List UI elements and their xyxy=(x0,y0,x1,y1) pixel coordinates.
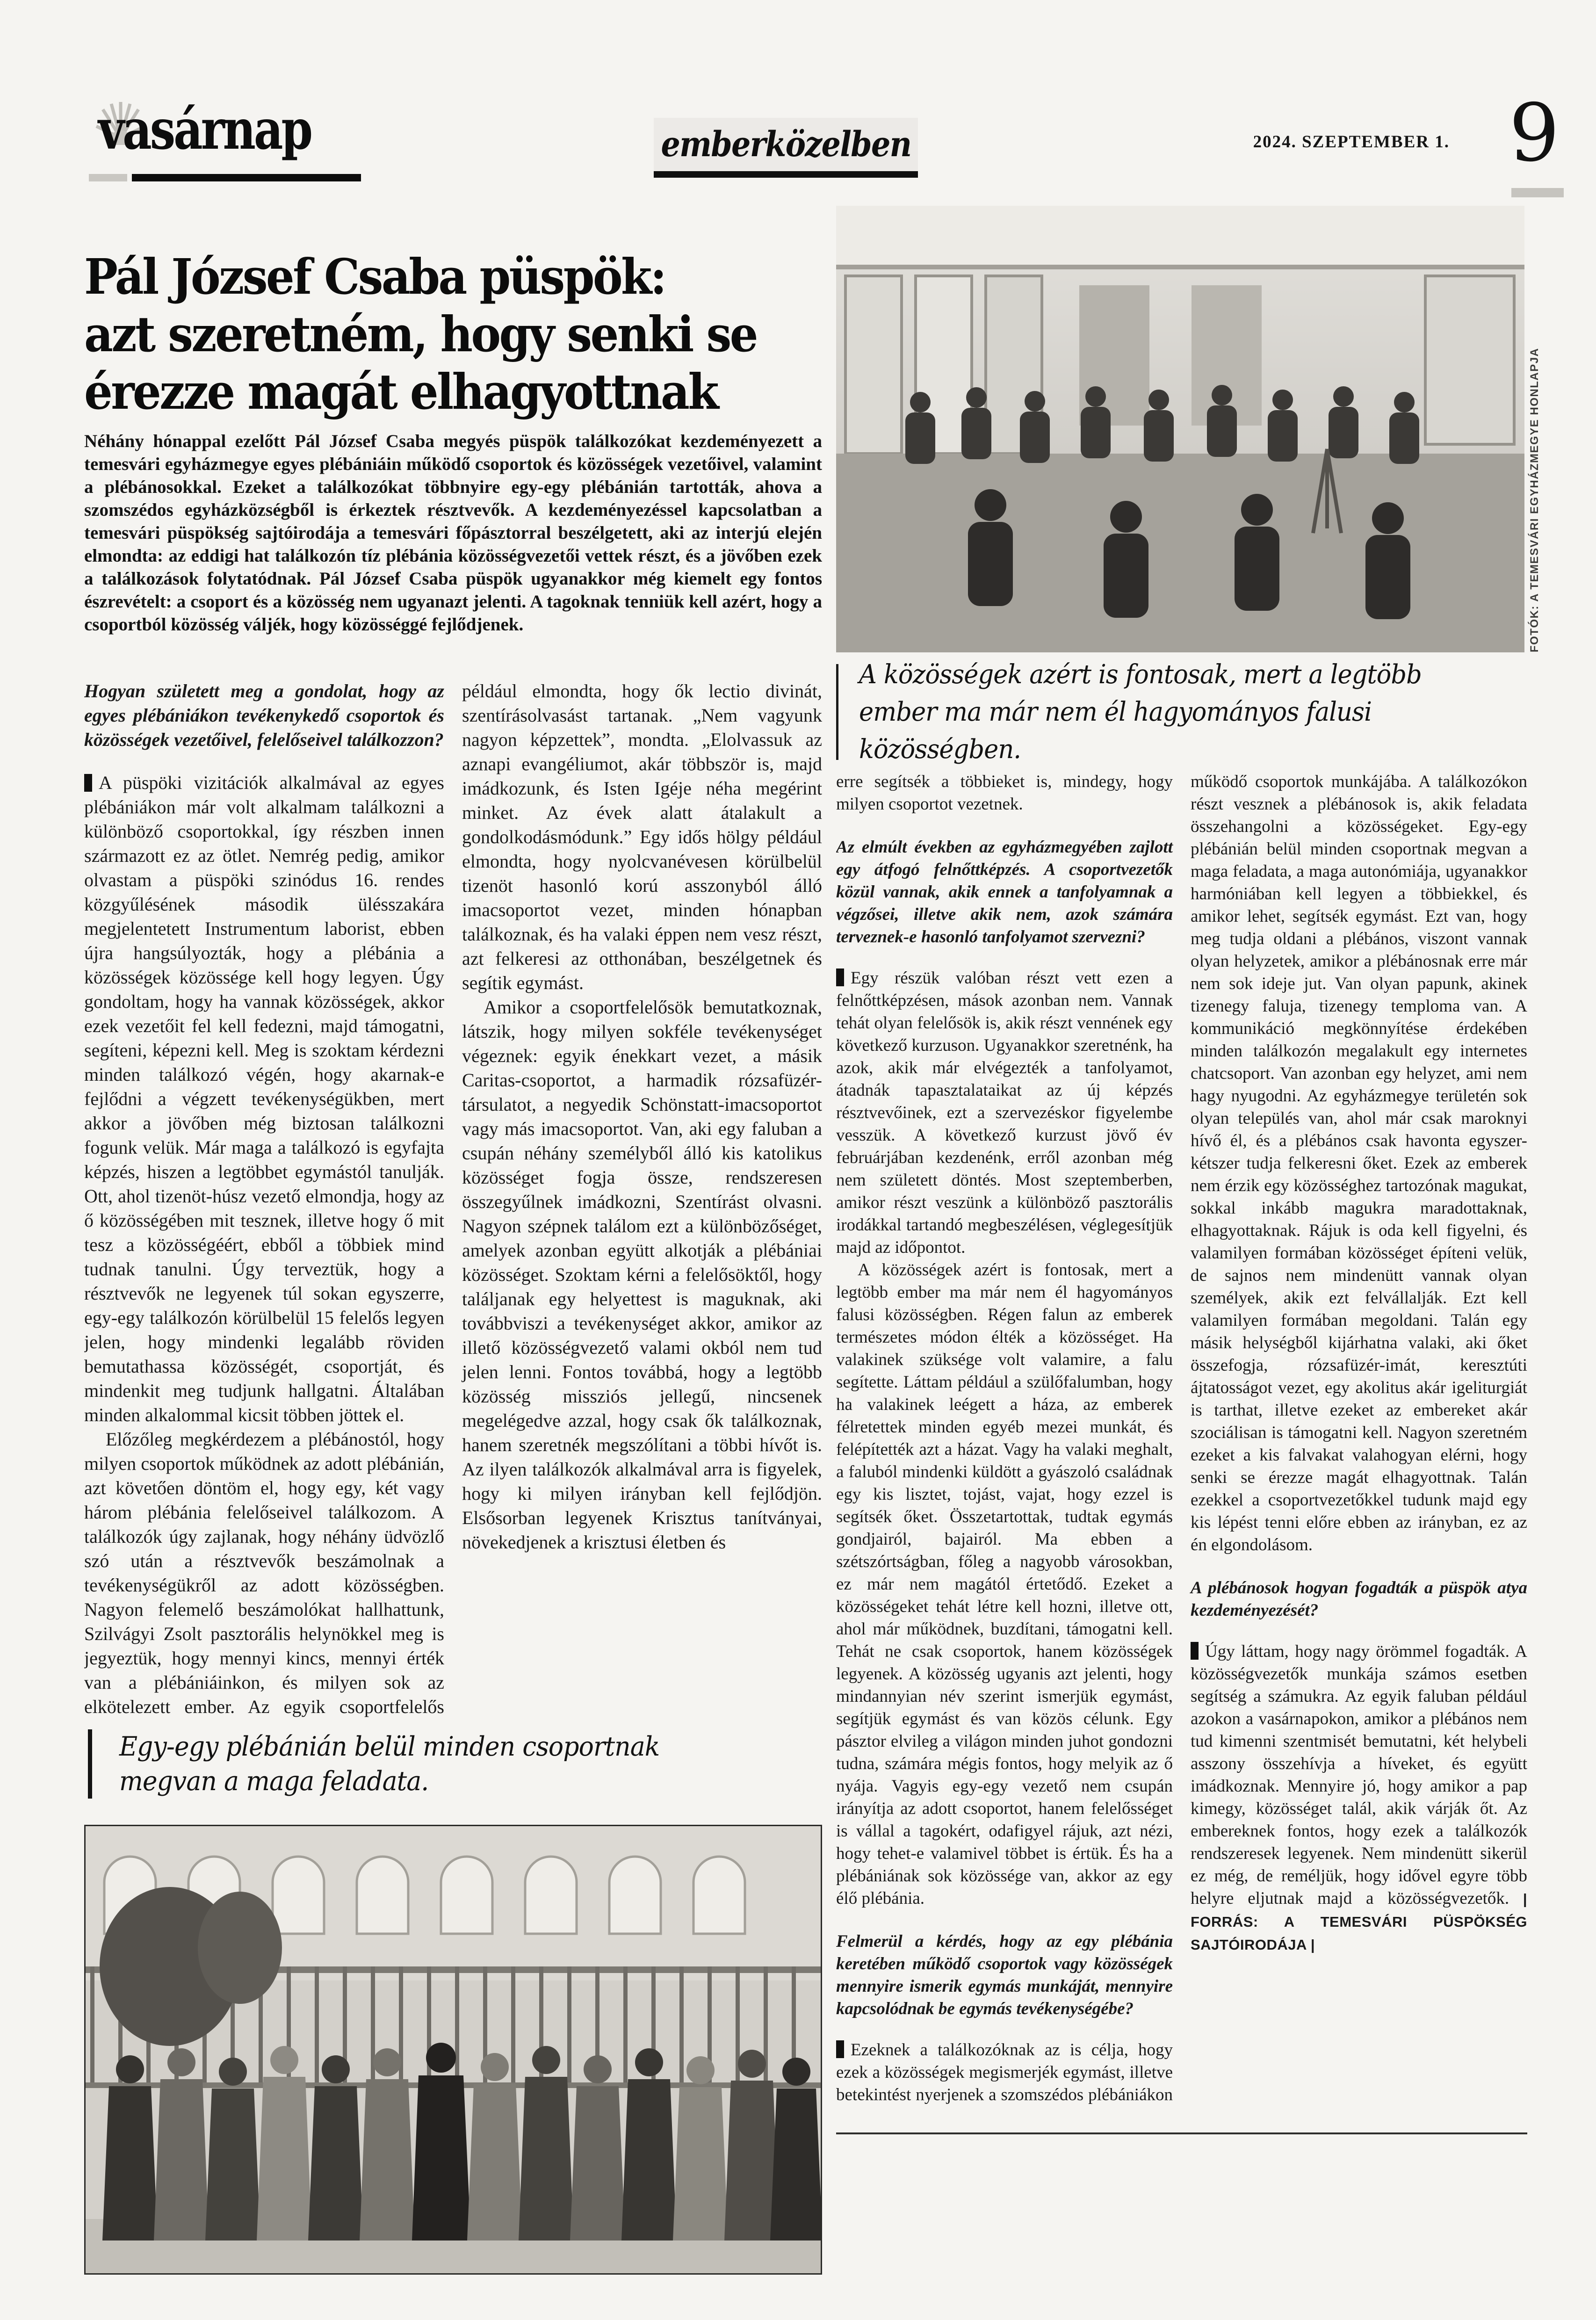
issue-date: 2024. SZEPTEMBER 1. xyxy=(1253,132,1450,152)
page-number-bar xyxy=(1511,188,1564,197)
answer-marker-icon xyxy=(1191,1642,1199,1660)
article-paragraph: Ezeknek a találkozóknak az is célja, hogy ezek a közösségek megismerjék egymást, illetve betekintést nyerjenek a szomszédos plébániákon működő csoportok munkájába. A találkozókon részt vesznek a plébánosok is, akik feladata összehangolni a közösségeket. Egy-egy plébánián belül minden csoportnak megvan a maga feladata, a maga autonómiája, ugyanakkor harmóniában kell legyen a többiekkel, és amikor lehet, segítsék egymást. Ezt van, hogy meg tudja oldani a plébános, viszont vannak olyan helyzetek, amikor a plébánosnak erre már nem sok ideje jut. Van olyan papunk, akinek tizenegy faluja, tizenegy temploma van. A kommunikáció megkönnyítése érdekében minden találkozón megalakult egy internetes chatcsoport. Van azonban egy helyzet, ami nem hagy nyugodni. Az egyházmegye területén sok olyan település van, ahol már csak maroknyi hívő él, és a plébános csak havonta egyszer-kétszer tudja felkeresni őket. Ezek az emberek nem érzik egy közösséghez tartozónak magukat, sokkal inkább magukra maradottaknak, elhagyottaknak. Rájuk is oda kell figyelni, és valamilyen formában közösséget építeni velük, de sajnos nem mindenütt vannak olyan személyek, akik ezt felvállalják. Ezt kell valamilyen formában megoldani. Talán egy másik helységből kijárhatna valaki, aki őket összefogja, rózsafüzér-imát, keresztúti ájtatosságot vezet, egy akolitus akár igeliturgiát is tarthat, illetve ezeket az embereket akár szociálisan is támogatni kell. Nagyon szeretném ezeket a kis falvakat valahogyan elérni, hogy senki se érezze magát elhagyottnak. Talán ezekkel a csoportvezetőkkel tudunk majd egy kis lépést tenni előre ebben az irányban, ez az én elgondolásom. xyxy=(836,772,1527,2104)
headline-line-1: Pál József Csaba püspök: xyxy=(84,247,665,305)
interview-question: Hogyan született meg a gondolat, hogy az egyes plébániákon tevékenykedő csoportok és közösségek vezetőivel, felelőseivel találkozzon? xyxy=(84,680,444,750)
masthead xyxy=(0,0,1596,206)
section-title: emberközelben xyxy=(661,124,911,165)
article-paragraph: erre segítsék a többieket is, mindegy, hogy milyen csoportot vezetnek. xyxy=(836,772,1173,814)
meeting-photo-illustration xyxy=(836,206,1524,652)
article-lead: Néhány hónappal ezelőtt Pál József Csaba megyés püspök találkozókat kezdeményezett a temesvári egyházmegye egyes plébániáin működő csoportok és közösségek vezetőivel, valamint a plébánosokkal. Ezeket a találkozókat többnyire egy-egy plébánián tartották, ahova a szomszédos egyházközségből is érkeztek résztvevők. A kezdeményezéssel kapcsolatban a temesvári püspökség sajtóirodája a temesvári főpásztorral beszélgetett, aki az interjú elején elmondta: az eddigi hat találkozón tíz plébánia közösségvezetői vettek részt, és a jövőben ezek a találkozások folytatódnak. Pál József Csaba püspök ugyanakkor még kiemelt egy fontos észrevételt: a csoport és a közösség nem ugyanazt jelenti. A tagoknak tenniük kell azért, hogy a csoportból közösség váljék, hogy közösséggé fejlődjenek. xyxy=(84,431,822,635)
article-paragraph: A püspöki vizitációk alkalmával az egyes plébániákon már volt alkalmam találkozni a különböző csoportokkal, így részben innen származott ez az ötlet. Nemrég pedig, amikor olvastam a püspöki szinódus 16. rendes közgyűlésének második ülésszakára megjelentetett Instrumentum laborist, ebben újra hangsúlyozták, hogy a plébánia a közösségek közössége kell hogy legyen. Úgy gondoltam, hogy ha vannak közösségek, akkor ezek vezetőit fel kell fedezni, majd támogatni, segíteni, képezni kell. Meg is szoktam kérdezni minden találkozó végén, hogy akarnak-e fejlődni a végzett tevékenységükben, mert akkor a jövőben még biztosan találkozni fogunk velük. Már maga a találkozó is egyfajta képzés, hiszen a legtöbbet egymástól tanulják. Ott, ahol tizenöt-húsz vezető elmondja, hogy az ő közösségében mit tesznek, illetve hogy ő mit tesz a közösségéért, ebből a többiek mind tudnak tanulni. Úgy terveztük, hogy a résztvevők ne legyenek túl sokan egyszerre, egy-egy találkozón körülbelül 15 felelős legyen jelen, hogy mindenki legalább röviden bemutathassa közösségét, csoportját, és mindenkit meg tudjunk hallgatni. Általában minden alkalommal kicsit többen jöttek el. xyxy=(84,772,444,1425)
logo-rule-black xyxy=(132,174,361,181)
article-paragraph: Egy részük valóban részt vett ezen a felnőttképzésen, mások azonban nem. Vannak tehát olyan felelősök is, akik részt vennének egy következő kurzuson. Ugyanakkor szeretnénk, ha azok, akik már elvégezték a tanfolyamot, átadnák tapasztalataikat az új képzés résztvevőinek, ezt a szervezéskor figyelembe vesszük. A következő kurzust jövő év februárjában kezdenénk, erről azonban még nem született döntés. Most szeptemberben, amikor részt veszünk a különböző pasztorális irodákkal tartandó megbeszélésen, véglegesítjük majd az időpontot. xyxy=(836,968,1173,1257)
caption-text: Egy-egy plébánián belül minden csoportnak megvan a maga feladata. xyxy=(119,1731,660,1797)
interview-question: A plébánosok hogyan fogadták a püspök atya kezdeményezését? xyxy=(1191,1578,1527,1620)
article-end-rule xyxy=(836,2132,1527,2134)
interview-question: Felmerül a kérdés, hogy az egy plébánia keretében működő csoportok vagy közösségek mennyire ismerik egymás munkáját, mennyire kapcsolódnak be egymás tevékenységébe? xyxy=(836,1932,1173,2018)
answer-marker-icon xyxy=(836,2040,844,2058)
interview-columns-right xyxy=(836,771,1527,2118)
article-headline xyxy=(84,248,773,420)
section-header xyxy=(654,118,918,178)
bottom-photo-caption xyxy=(88,1729,752,1799)
newspaper-logo xyxy=(89,94,379,187)
meeting-photo xyxy=(836,206,1524,652)
article-paragraph: Előzőleg megkérdezem a plébánostól, hogy milyen csoportok működnek az adott plébánián, azt követően döntöm el, hogy egy, két vagy három plébánia felelőseivel találkozom. A találkozók úgy zajlanak, hogy néhány üdvözlő szó után a résztvevők beszámolnak a tevékenységükről az adott közösségben. Nagyon felemelő beszámolókat hallhattunk, Szilvágyi Zsolt pasztorális helynökkel meg is jegyeztük, hogy mennyi kincs, mennyi érték van a plébániáinkon, és milyen sok az elkötelezett ember. Az egyik csoportfelelős például elmondta, hogy ők lectio divinát, szentírásolvasást tartanak. „Nem vagyunk nagyon képzettek”, mondta. „Elolvassuk az aznapi evangéliumot, akár többször is, majd imádkozunk, és Isten Igéje néha megérint minket. Az évek alatt átalakult a gondolkodásmódunk.” Egy idős hölgy például elmondta, hogy nyolcvanévesen körülbelül tizenöt hasonló korú asszonyból álló imacsoportot vezet, minden hónapban találkoznak, és ha valaki éppen nem vesz részt, azt felkeresi az otthonában, beszélgetnek és segítik egymást. xyxy=(84,680,822,1717)
answer-marker-icon xyxy=(836,968,844,986)
article-paragraph: A közösségek azért is fontosak, mert a legtöbb ember ma már nem él hagyományos falusi közösségben. Régen falun az emberek természetes módon élték a közösséget. Ha valakinek szüksége volt valamire, a falu segítette. Láttam például a szülőfalumban, hogy ha valakinek leégett a háza, az emberek félretettek minden egyéb mezei munkát, és felépítették azt a házat. Vagy ha valaki meghalt, a faluból mindenki küldött a gyászoló családnak egy kis lisztet, tojást, vajat, hogy ezzel is segítsék őket. Összetartottak, tudtak egymás gondjairól, bajairól. Ma ebben a szétszórtságban, főleg a nagyobb városokban, ez már nem magától értetődő. Ezeket a közösségeket tehát létre kell hozni, illetve ott, ahol már működnek, buzdítani, támogatni kell. Tehát ne csak csoportok, hanem közösségek legyenek. A közösség ugyanis azt jelenti, hogy mindannyian név szerint ismerjük egymást, segítjük egymást és van közös célunk. Egy pásztor elvileg a világon minden juhot gondozni tudna, számára mégis fontos, hogy melyik az ő nyája. Vagyis egy-egy vezető nem csupán irányítja az adott csoportot, hanem felelősséget is vállal a tagokért, odafigyel rájuk, azt nézi, hogy tehet-e valamivel többet is értük. És ha a plébániának sok közössége van, akkor az egy élő plébánia. xyxy=(836,1260,1173,1908)
pull-quote-text: A közösségek azért is fontosak, mert a legtöbb ember ma már nem él hagyományos falusi közösségben. xyxy=(859,659,1422,765)
photo-credit: FOTÓK: A TEMESVÁRI EGYHÁZMEGYE HONLAPJA xyxy=(1528,347,1541,652)
headline-line-3: érezze magát elhagyottnak xyxy=(84,362,717,420)
interview-question: Az elmúlt években az egyházmegyében zajlott egy átfogó felnőttképzés. A csoportvezetők közül vannak, akik ennek a tanfolyamnak a végzősei, illetve akik nem, azok számára terveznek-e hasonló tanfolyamot szervezni? xyxy=(836,838,1173,947)
page-number: 9 xyxy=(1509,87,1560,180)
article-paragraph: Úgy láttam, hogy nagy örömmel fogadták. A közösségvezetők munkája számos esetben segítség a számukra. Az egyik faluban például azokon a vasárnapokon, amikor a plébános nem tud kimenni szentmisét bemutatni, két helybeli asszony összehívja a híveket, és együtt imádkoznak. Mennyire jó, hogy amikor a pap kimegy, közösséget talál, akik várják őt. Az embereknek fontos, hogy ezek a találkozók rendszeresek legyenek. Nem mindenütt sikerül ez még, de reméljük, hogy idővel egyre több helyre eljutnak majd a közösségvezetők. | FORRÁS: A TEMESVÁRI PÜSPÖKSÉG SAJTÓIRODÁJA | xyxy=(1191,1642,1527,1953)
headline-line-2: azt szeretném, hogy senki se xyxy=(84,305,757,363)
answer-marker-icon xyxy=(84,774,92,792)
pull-quote xyxy=(836,659,1524,765)
interview-columns-left xyxy=(84,679,822,1722)
source-credit: | FORRÁS: A TEMESVÁRI PÜSPÖKSÉG SAJTÓIRODÁJA | xyxy=(1191,1891,1527,1953)
group-photo xyxy=(84,1825,822,2275)
logo-rule-gray xyxy=(89,174,127,181)
logo-title: vasárnap xyxy=(98,97,311,162)
article-paragraph: Amikor a csoportfelelősök bemutatkoznak, látszik, hogy milyen sokféle tevékenységet végeznek: egyik énekkart vezet, a másik Caritas-csoportot, a harmadik rózsafüzér-társulatot, a negyedik Schönstatt-imacsoportot vagy más imacsoportot. Van, aki egy faluban a csupán néhány személyből álló kis katolikus közösséget fogja össze, rendszeresen összegyűlnek imádkozni, Szentírást olvasni. Nagyon szépnek találom ezt a különbözőséget, amelyek azonban együtt alkotják a plébániai közösséget. Szoktam kérni a felelősöktől, hogy találjanak egy helyettest is maguknak, aki továbbviszi a tevékenységet akkor, amikor az illető közösségvezető valami okból nem tud jelen lenni. Fontos továbbá, hogy a legtöbb közösség missziós jellegű, nincsenek megelégedve azzal, hogy csak ők találkoznak, hanem szeretnék megszólítani a többi hívőt is. Az ilyen találkozók alkalmával arra is figyelek, hogy ki milyen irányban kell fejlődjön. Elsősorban legyenek Krisztus tanítványai, növekedjenek a krisztusi életben és xyxy=(462,997,822,1553)
group-photo-illustration xyxy=(86,1826,821,2273)
